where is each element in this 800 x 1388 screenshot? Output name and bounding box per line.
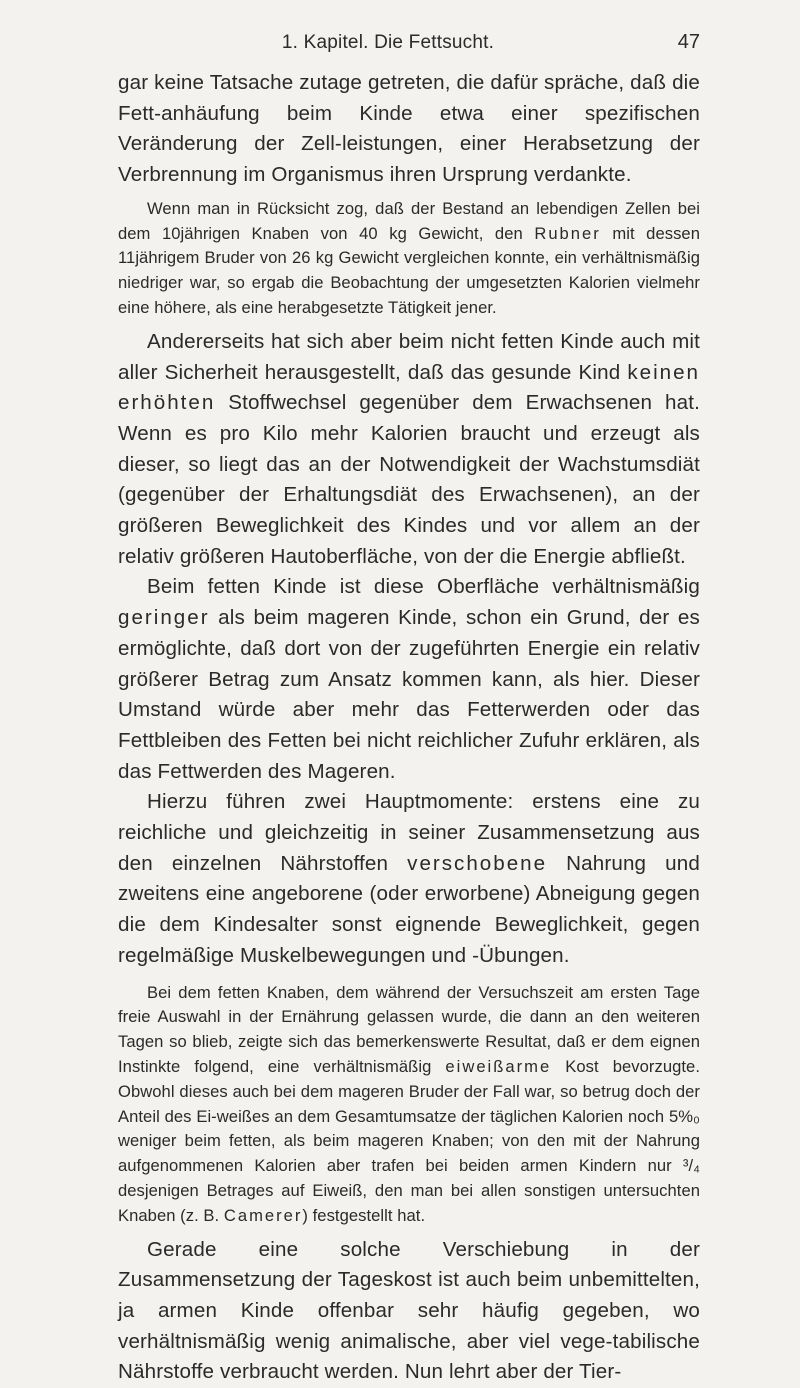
paragraph-1: gar keine Tatsache zutage getreten, die dafür spräche, daß die Fett-anhäufung beim Kinde etwa einer spezifischen Veränderung der Zell-leistungen, einer Herabsetzung der Verbrennung im Organismus ihren Ursprung verdankte. <box>118 71 700 187</box>
emphasis-text: verschobene <box>407 851 548 875</box>
paragraph-4: Beim fetten Kinde ist diese Oberfläche verhältnismäßig geringer als beim mageren Kinde, schon ein Grund, der es ermöglichte, daß dort von der zugeführten Energie ein relativ größerer Betrag zum Ansatz kommen kann, als hier. Dieser Umstand würde aber mehr das Fetterwerden oder das Fettbleiben des Fetten bei nicht reichlicher Zufuhr erklären, als das Fettwerden des Mageren. <box>118 575 700 783</box>
body-text <box>118 68 700 1388</box>
paragraph-3: Andererseits hat sich aber beim nicht fetten Kinde auch mit aller Sicherheit herausgestellt, daß das gesunde Kind keinen erhöhten Stoffwechsel gegenüber dem Erwachsenen hat. Wenn es pro Kilo mehr Kalorien braucht und erzeugt als dieser, so liegt das an der Notwendigkeit der Wachstumsdiät (gegenüber der Erhaltungsdiät des Erwachsenen), an der größeren Beweglichkeit des Kindes und vor allem an der relativ größeren Hautoberfläche, von der die Energie abfließt. <box>118 329 700 568</box>
paragraph-7: Gerade eine solche Verschiebung in der Zusammensetzung der Tageskost ist auch beim unbemittelten, ja armen Kinde offenbar sehr häufig gegeben, wo verhältnismäßig wenig animalische, aber viel vege-tabilische Nährstoffe verbraucht werden. Nun lehrt aber der Tier- <box>118 1237 700 1384</box>
chapter-title: 1. Kapitel. Die Fettsucht. <box>281 32 495 53</box>
page-number: 47 <box>677 31 700 53</box>
paragraph-6-note: Bei dem fetten Knaben, dem während der Versuchszeit am ersten Tage freie Auswahl in der Ernährung gelassen wurde, die dann an den weiteren Tagen so blieb, zeigte sich das bemerkenswerte Resultat, daß er dem eignen Instinkte folgend, eine verhältnismäßig eiweißarme Kost bevorzugte. Obwohl dieses auch bei dem mageren Bruder der Fall war, so betrug doch der Anteil des Ei-weißes an dem Gesamtumsatze der täglichen Kalorien noch 5%₀ weniger beim fetten, als beim mageren Knaben; von den mit der Nahrung aufgenommenen Kalorien aber trafen bei beiden armen Kindern nur ³/₄ desjenigen Betrages auf Eiweiß, den man bei allen sonstigen untersuchten Knaben (z. B. Camerer) festgestellt hat. <box>118 982 700 1225</box>
emphasis-text: eiweißarme <box>445 1056 552 1076</box>
emphasis-text: geringer <box>118 606 210 630</box>
paragraph-2-note: Wenn man in Rücksicht zog, daß der Bestand an lebendigen Zellen bei dem 10jährigen Knaben von 40 kg Gewicht, den Rubner mit dessen 11jährigem Bruder von 26 kg Gewicht vergleichen konnte, ein verhältnismäßig niedriger war, so ergab die Beobachtung der umgesetzten Kalorien vielmehr eine höhere, als eine herabgesetzte Tätigkeit jener. <box>118 198 700 317</box>
document-page <box>118 0 700 1388</box>
author-name: Rubner <box>534 223 601 243</box>
author-name: Camerer <box>223 1205 303 1225</box>
running-header <box>118 0 700 60</box>
emphasis-text: keinen erhöhten <box>118 360 700 415</box>
paragraph-5: Hierzu führen zwei Hauptmomente: erstens eine zu reichliche und gleichzeitig in seiner Zusammensetzung aus den einzelnen Nährstoffen verschobene Nahrung und zweitens eine angeborene (oder erworbene) Abneigung gegen die dem Kindesalter sonst eignende Beweglichkeit, gegen regelmäßige Muskelbewegungen und -Übungen. <box>118 790 700 967</box>
